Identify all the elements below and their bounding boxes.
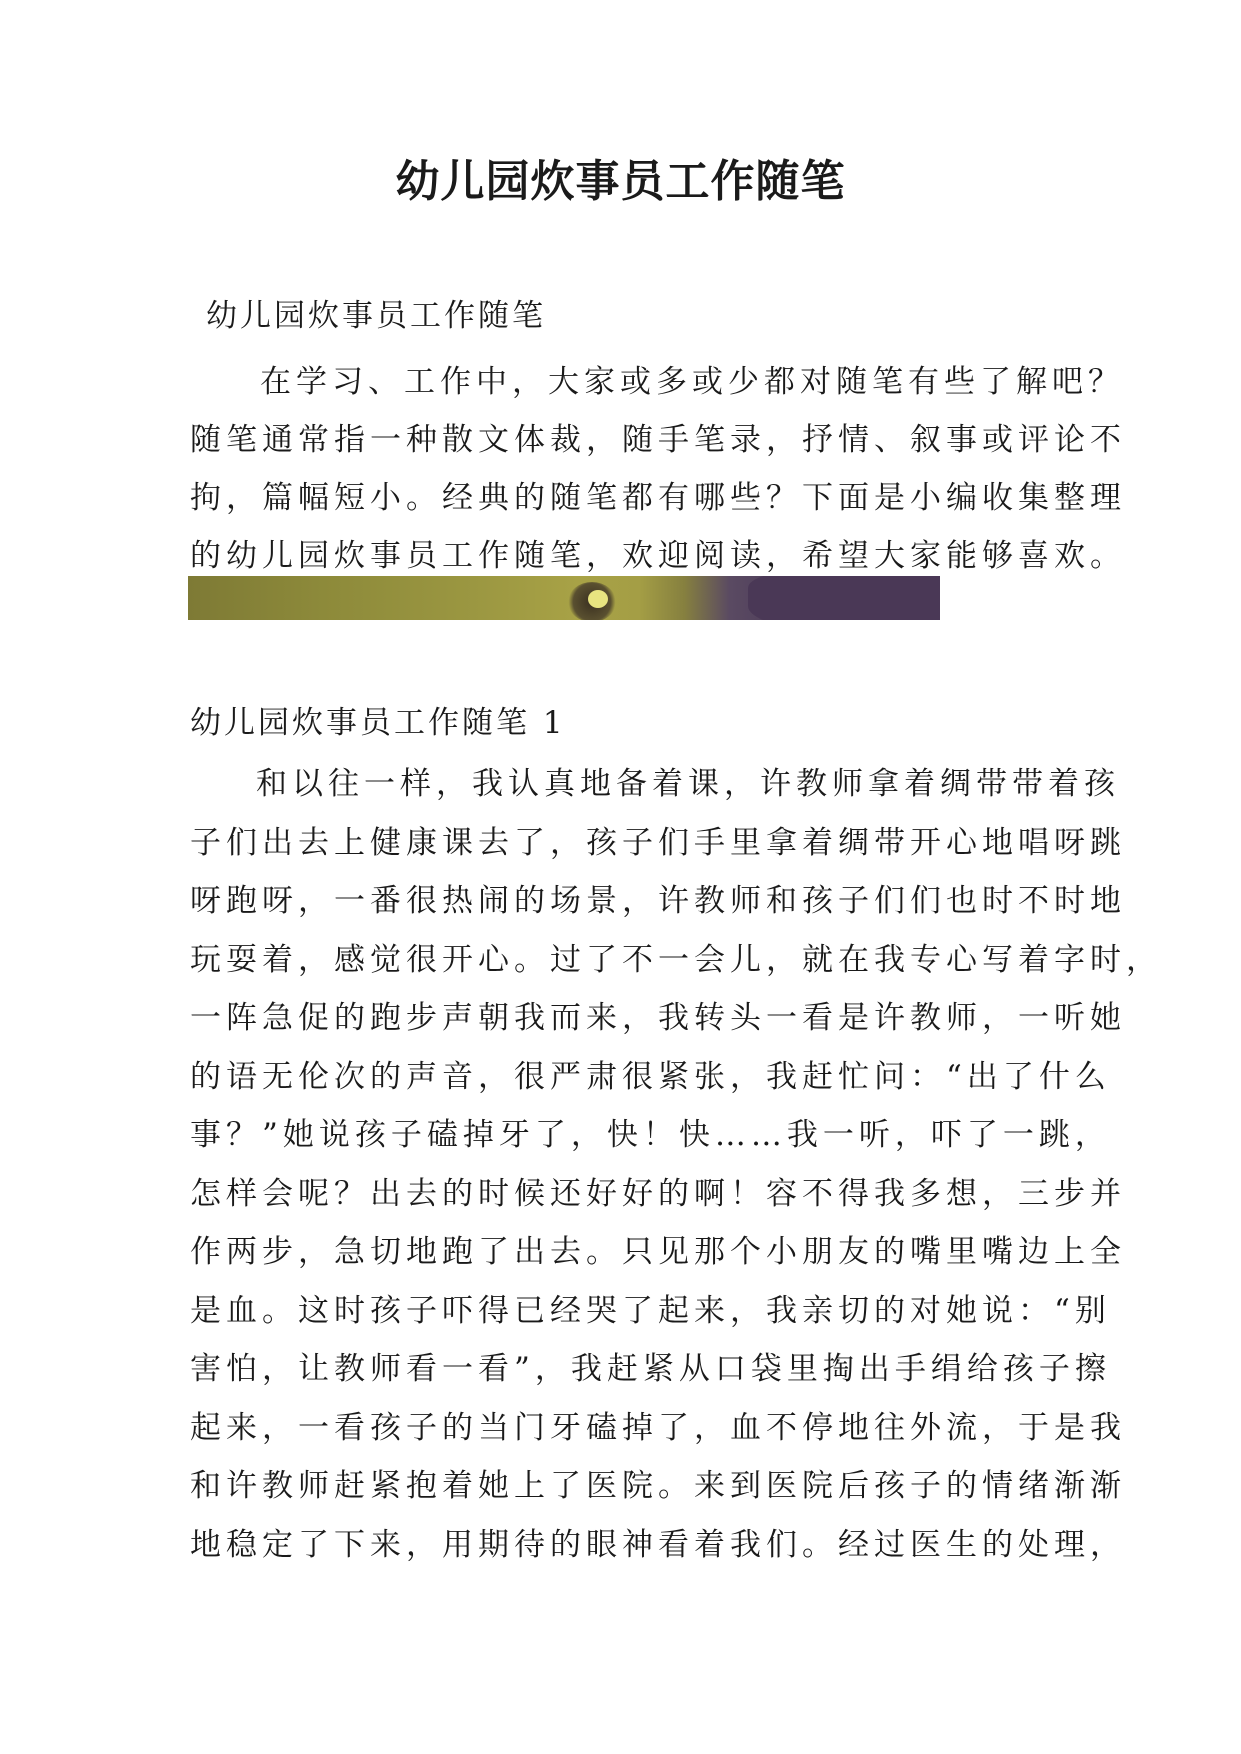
document-title: 幼儿园炊事员工作随笔 (395, 156, 846, 207)
photo-detail (748, 576, 940, 620)
section-heading: 幼儿园炊事员工作随笔 1 (190, 705, 566, 741)
body-line: 子们出去上健康课去了，孩子们手里拿着绸带开心地唱呀跳 (190, 824, 1126, 861)
body-line: 地稳定了下来，用期待的眼神看着我们。经过医生的处理， (190, 1526, 1126, 1563)
intro-line: 随笔通常指一种散文体裁，随手笔录，抒情、叙事或评论不 (190, 422, 1126, 458)
body-line: 事？”她说孩子磕掉牙了，快！快……我一听，吓了一跳， (190, 1117, 1111, 1153)
intro-line: 拘，篇幅短小。经典的随笔都有哪些？下面是小编收集整理 (190, 480, 1126, 516)
body-line: 的语无伦次的声音，很严肃很紧张，我赶忙问：“出了什么 (190, 1058, 1111, 1095)
document-subtitle: 幼儿园炊事员工作随笔 (206, 298, 546, 334)
body-line: 作两步，急切地跑了出去。只见那个小朋友的嘴里嘴边上全 (190, 1234, 1126, 1270)
body-line: 起来，一看孩子的当门牙磕掉了，血不停地往外流，于是我 (190, 1409, 1126, 1446)
body-paragraph (190, 755, 1162, 1574)
body-line: 怎样会呢？出去的时候还好好的啊！容不得我多想，三步并 (190, 1175, 1126, 1212)
body-line: 玩耍着，感觉很开心。过了不一会儿，就在我专心写着字时， (190, 941, 1162, 978)
photo-detail (588, 590, 608, 608)
body-line: 呀跑呀，一番很热闹的场景，许教师和孩子们们也时不时地 (190, 883, 1126, 919)
intro-line: 的幼儿园炊事员工作随笔，欢迎阅读，希望大家能够喜欢。 (190, 538, 1126, 574)
body-line: 一阵急促的跑步声朝我而来，我转头一看是许教师，一听她 (190, 1000, 1126, 1036)
body-line: 是血。这时孩子吓得已经哭了起来，我亲切的对她说：“别 (190, 1292, 1111, 1329)
intro-paragraph (190, 353, 1126, 585)
body-line: 和许教师赶紧抱着她上了医院。来到医院后孩子的情绪渐渐 (190, 1468, 1126, 1504)
embedded-photo (188, 576, 940, 620)
intro-line: 在学习、工作中，大家或多或少都对随笔有些了解吧？ (260, 364, 1124, 400)
body-line: 和以往一样，我认真地备着课，许教师拿着绸带带着孩 (256, 766, 1120, 802)
body-line: 害怕，让教师看一看”，我赶紧从口袋里掏出手绢给孩子擦 (190, 1351, 1111, 1387)
